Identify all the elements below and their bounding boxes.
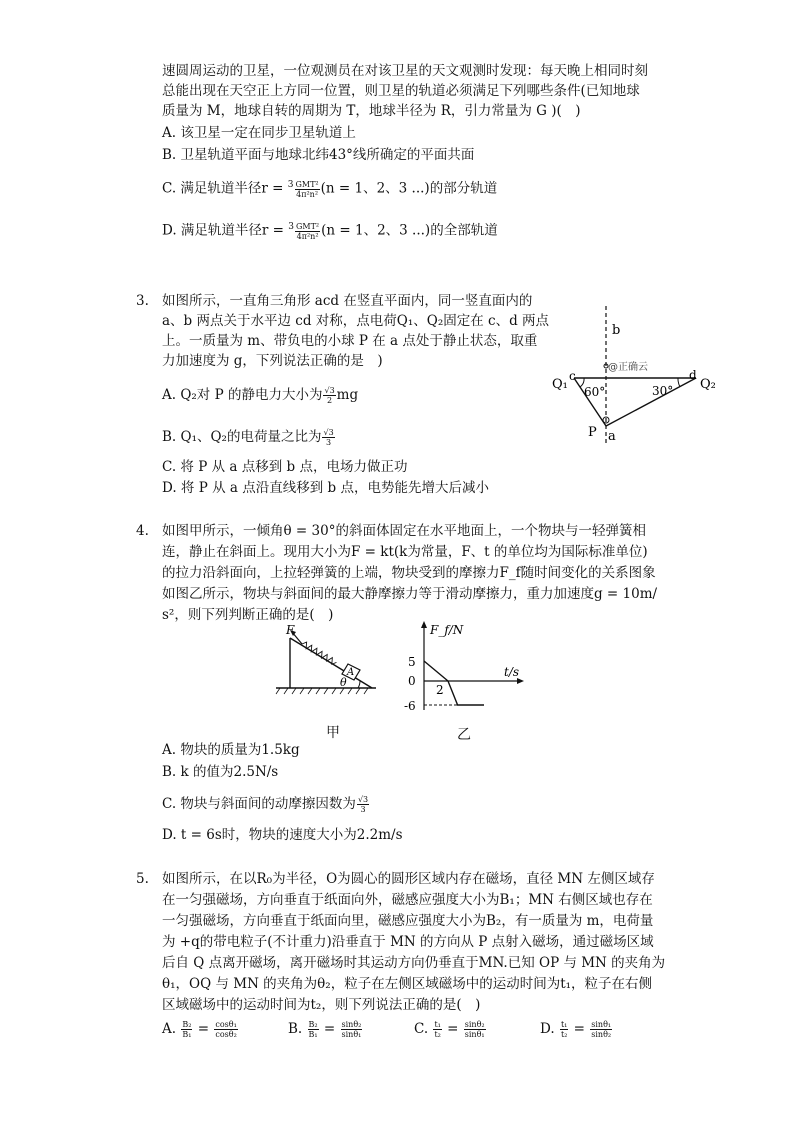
q5-option-b: B. $\frac{\text{B₂}}{\text{B₁}}$ = $\frac{\text{sinθ₂}}{\text{sinθ₁}}$ <box>288 1020 362 1039</box>
q5-option-c: C. $\frac{\text{t₁}}{\text{t₂}}$ = $\frac{\text{sinθ₂}}{\text{sinθ₁}}$ <box>414 1020 485 1039</box>
q3-label-c: c <box>569 369 576 383</box>
q3-label-b: b <box>612 323 621 338</box>
q4-chart-tick-2: 2 <box>436 683 444 697</box>
q3-line-3: 上。一质量为 m、带负电的小球 P 在 a 点处于静止状态，取重 <box>162 333 538 349</box>
q5-line-3: 一匀强磁场，方向垂直于纸面向里，磁感应强度大小为B₂，有一质量为 m，电荷量 <box>162 913 654 929</box>
q3-line-1: 如图所示，一直角三角形 acd 在竖直平面内，同一竖直面内的 <box>162 293 533 309</box>
q4-chart-x-label: t/s <box>504 665 520 679</box>
q3-line-4: 力加速度为 g，下列说法正确的是 ) <box>162 353 383 369</box>
q3-watermark: @正确云 <box>608 362 648 373</box>
q2-option-d: D. 满足轨道半径r = $^3$ $\frac{\text{GMT²}}{\text{4π²n²}}$ (n = 1、2、3 ...)的全部轨道 <box>162 221 498 241</box>
q4-incline-slope <box>290 638 372 688</box>
q4-line-4: 如图乙所示，物块与斜面间的最大静摩擦力等于滑动摩擦力，重力加速度g = 10m/ <box>162 586 658 602</box>
q5-option-a: A. $\frac{\text{B₂}}{\text{B₁}}$ = $\frac{\text{cosθ₁}}{\text{cosθ₂}}$ <box>162 1020 237 1039</box>
q4-option-a: A. 物块的质量为1.5kg <box>162 742 300 758</box>
q4-caption-yi: 乙 <box>457 727 471 743</box>
q5-line-2: 在一匀强磁场，方向垂直于纸面向外，磁感应强度大小为B₁；MN 右侧区域也存在 <box>162 892 653 908</box>
q3-edge-ad <box>606 378 696 426</box>
q4-chart-y-label: F_f/N <box>430 623 464 637</box>
q3-label-a: a <box>608 429 616 444</box>
q4-label-a: A <box>347 667 355 678</box>
q4-line-2: 连，静止在斜面上。现用大小为F = kt(k为常量，F、t 的单位均为国际标准单位) <box>162 544 648 560</box>
q4-caption-jia: 甲 <box>326 725 340 741</box>
q4-chart-series-line <box>424 661 484 705</box>
q2-line-3: 质量为 M，地球自转的周期为 T，地球半径为 R，引力常量为 G )( ) <box>162 103 581 119</box>
q5-line-6: θ₁，OQ 与 MN 的夹角为θ₂，粒子在左侧区域磁场中的运动时间为t₁，粒子在右侧 <box>162 976 653 992</box>
q2-line-1: 速圆周运动的卫星，一位观测员在对该卫星的天文观测时发现：每天晚上相同时刻 <box>162 63 648 79</box>
q5-number: 5. <box>136 871 149 887</box>
q4-chart-tick-0: 0 <box>408 674 416 688</box>
q3-option-a: A. Q₂对 P 的静电力大小为 $\frac{√3}{2}$ mg <box>162 386 359 405</box>
q5-line-5: 后自 Q 点离开磁场，离开磁场时其运动方向仍垂直于MN.已知 OP 与 MN 的夹角为 <box>162 955 666 971</box>
q2-line-2: 总能出现在天空正上方同一位置，则卫星的轨道必须满足下列哪些条件(已知地球 <box>162 83 640 99</box>
q4-option-d: D. t = 6s时，物块的速度大小为2.2m/s <box>162 827 403 843</box>
q4-chart-tick-neg6: -6 <box>404 699 416 713</box>
q3-line-2: a、b 两点关于水平边 cd 对称，点电荷Q₁、Q₂固定在 c、d 两点 <box>162 313 550 329</box>
q4-number: 4. <box>136 523 149 539</box>
q5-option-d: D. $\frac{\text{t₁}}{\text{t₂}}$ = $\frac{\text{sinθ₁}}{\text{sinθ₂}}$ <box>540 1020 612 1039</box>
q4-label-f: F <box>286 623 295 637</box>
q2-option-a: A. 该卫星一定在同步卫星轨道上 <box>162 125 356 141</box>
q4-spring <box>301 641 338 666</box>
q3-option-d: D. 将 P 从 a 点沿直线移到 b 点，电势能先增大后减小 <box>162 480 489 496</box>
q4-option-b: B. k 的值为2.5N/s <box>162 764 279 780</box>
q5-line-4: 为 +q的带电粒子(不计重力)沿垂直于 MN 的方向从 P 点射入磁场，通过磁场区域 <box>162 934 654 950</box>
q3-label-q1: Q₁ <box>552 377 568 392</box>
q3-option-b: B. Q₁、Q₂的电荷量之比为 $\frac{√3}{3}$ <box>162 428 334 447</box>
q4-chart-tick-5: 5 <box>408 655 416 669</box>
q3-triangle-figure <box>548 302 728 452</box>
q4-angle-arc <box>358 681 360 688</box>
q4-chart-y-arrowhead <box>421 621 427 628</box>
q4-ground-hatch <box>276 688 368 694</box>
q2-option-b: B. 卫星轨道平面与地球北纬43°线所确定的平面共面 <box>162 147 475 163</box>
q4-figure-yi-chart <box>400 618 530 718</box>
q3-option-c: C. 将 P 从 a 点移到 b 点，电场力做正功 <box>162 459 408 475</box>
q4-label-theta: θ <box>340 676 347 689</box>
q4-line-3: 的拉力沿斜面向，上拉轻弹簧的上端，物块受到的摩擦力F_f随时间变化的关系图象 <box>162 565 656 581</box>
q4-figure-jia <box>272 620 384 700</box>
q3-label-d: d <box>689 368 697 382</box>
q3-angle-arc-d <box>678 378 680 387</box>
q3-angle-60-label: 60° <box>584 385 606 399</box>
q3-angle-30-label: 30° <box>652 384 674 398</box>
q4-line-5: s²，则下列判断正确的是( ) <box>162 607 334 623</box>
q2-option-c: C. 满足轨道半径r = $^3$ $\frac{\text{GMT²}}{\text{4π²n²}}$ (n = 1、2、3 ...)的部分轨道 <box>162 179 498 199</box>
q4-option-c: C. 物块与斜面间的动摩擦因数为 $\frac{√3}{3}$ <box>162 795 369 814</box>
q5-line-7: 区域磁场中的运动时间为t₂，则下列说法正确的是( ) <box>162 997 481 1013</box>
q3-label-q2: Q₂ <box>700 377 716 392</box>
q4-line-1: 如图甲所示，一倾角θ = 30°的斜面体固定在水平地面上，一个物块与一轻弹簧相 <box>162 523 646 539</box>
q5-line-1: 如图所示，在以R₀为半径，O为圆心的圆形区域内存在磁场，直径 MN 左侧区域存 <box>162 871 655 887</box>
q3-label-p: P <box>588 425 597 440</box>
q3-number: 3. <box>136 293 149 309</box>
